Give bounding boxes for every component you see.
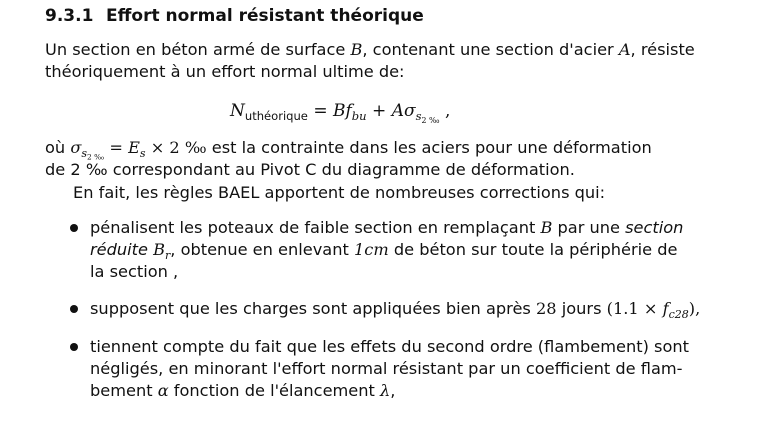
math-E: E bbox=[128, 138, 140, 157]
intro-text: , résiste bbox=[630, 40, 695, 59]
math-B: B bbox=[332, 101, 346, 121]
bullet-1-line-3: la section , bbox=[90, 262, 179, 281]
section-title: Effort normal résistant théorique bbox=[106, 6, 424, 26]
intro-line-2: théoriquement à un effort normal ultime de: bbox=[45, 62, 405, 81]
where-line-2 bbox=[45, 160, 575, 180]
math-alpha: α bbox=[157, 381, 169, 400]
bullet-1-line-1 bbox=[90, 218, 683, 238]
math-sigma: σ bbox=[70, 138, 82, 157]
bullet-2-line-1 bbox=[90, 299, 700, 319]
math-equals: = bbox=[104, 138, 129, 157]
bullet-text: jours bbox=[556, 299, 607, 318]
bullet-text: de béton sur toute la périphérie de bbox=[388, 240, 678, 259]
where-text: de 2 ‰ bbox=[45, 160, 108, 179]
bullet-text: supposent que les charges sont appliquées bien après bbox=[90, 299, 536, 318]
math-f-subscript: c28 bbox=[668, 307, 689, 321]
math-sigma-subscript bbox=[416, 109, 440, 123]
math-paren-close: ), bbox=[688, 299, 701, 318]
math-B: B bbox=[350, 40, 363, 59]
bullet-text-italic: réduite bbox=[90, 240, 154, 259]
math-paren-open: (1.1 × bbox=[606, 299, 663, 318]
bullet-text-italic: section bbox=[625, 218, 684, 237]
math-B-subscript: r bbox=[165, 248, 171, 262]
bullet-3-line-3 bbox=[90, 381, 395, 401]
infact-paragraph: En fait, les règles BAEL apportent de nombreuses corrections qui: bbox=[73, 183, 606, 202]
math-s: s bbox=[81, 146, 88, 160]
math-permille: 2 ‰ bbox=[87, 152, 105, 162]
intro-text: , contenant une section d'acier bbox=[362, 40, 619, 59]
math-f-subscript: bu bbox=[351, 109, 367, 124]
math-A: A bbox=[618, 40, 631, 59]
bullet-text: , obtenue en enlevant bbox=[170, 240, 354, 259]
where-text: où bbox=[45, 138, 71, 157]
math-equals: = bbox=[307, 101, 333, 121]
math-s: s bbox=[415, 109, 422, 124]
math-permille: 2 ‰ bbox=[421, 115, 440, 125]
bullet-3-line-2: négligés, en minorant l'effort normal résistant par un coefficient de flam- bbox=[90, 359, 683, 378]
where-line-1 bbox=[45, 138, 652, 162]
bullet-text: , bbox=[390, 381, 396, 400]
bullet-text: bement bbox=[90, 381, 158, 400]
section-number: 9.3.1 bbox=[45, 6, 94, 26]
bullet-dot bbox=[70, 305, 78, 313]
bullet-3-line-1: tiennent compte du fait que les effets du second ordre (flambement) sont bbox=[90, 337, 689, 356]
math-times-permille: × 2 ‰ bbox=[145, 138, 207, 157]
bullet-dot bbox=[70, 224, 78, 232]
section-heading bbox=[45, 6, 424, 26]
math-f: f bbox=[345, 101, 352, 121]
resistance-equation bbox=[230, 101, 451, 125]
math-plus: + bbox=[366, 101, 392, 121]
math-f: f bbox=[662, 299, 669, 318]
math-sigma: σ bbox=[403, 101, 416, 121]
math-28: 28 bbox=[536, 299, 557, 318]
math-E-subscript: s bbox=[139, 146, 146, 160]
math-B: B bbox=[153, 240, 166, 259]
math-B: B bbox=[540, 218, 553, 237]
intro-line-1 bbox=[45, 40, 695, 60]
bullet-dot bbox=[70, 343, 78, 351]
math-A: A bbox=[391, 101, 404, 121]
math-N: N bbox=[230, 101, 245, 121]
bullet-1-line-2 bbox=[90, 240, 678, 260]
bullet-text: pénalisent les poteaux de faible section en remplaçant bbox=[90, 218, 541, 237]
bullet-text: par une bbox=[552, 218, 626, 237]
math-1cm: 1cm bbox=[353, 240, 389, 259]
math-comma: , bbox=[439, 101, 451, 121]
intro-text: Un section en béton armé de surface bbox=[45, 40, 351, 59]
where-text: correspondant au Pivot C du diagramme de déformation. bbox=[107, 160, 575, 179]
where-text: est la contrainte dans les aciers pour une déformation bbox=[206, 138, 652, 157]
math-sigma-subscript bbox=[81, 147, 104, 160]
math-lambda: λ bbox=[380, 381, 391, 400]
math-N-subscript: uthéorique bbox=[244, 109, 308, 124]
bullet-text: fonction de l'élancement bbox=[168, 381, 381, 400]
